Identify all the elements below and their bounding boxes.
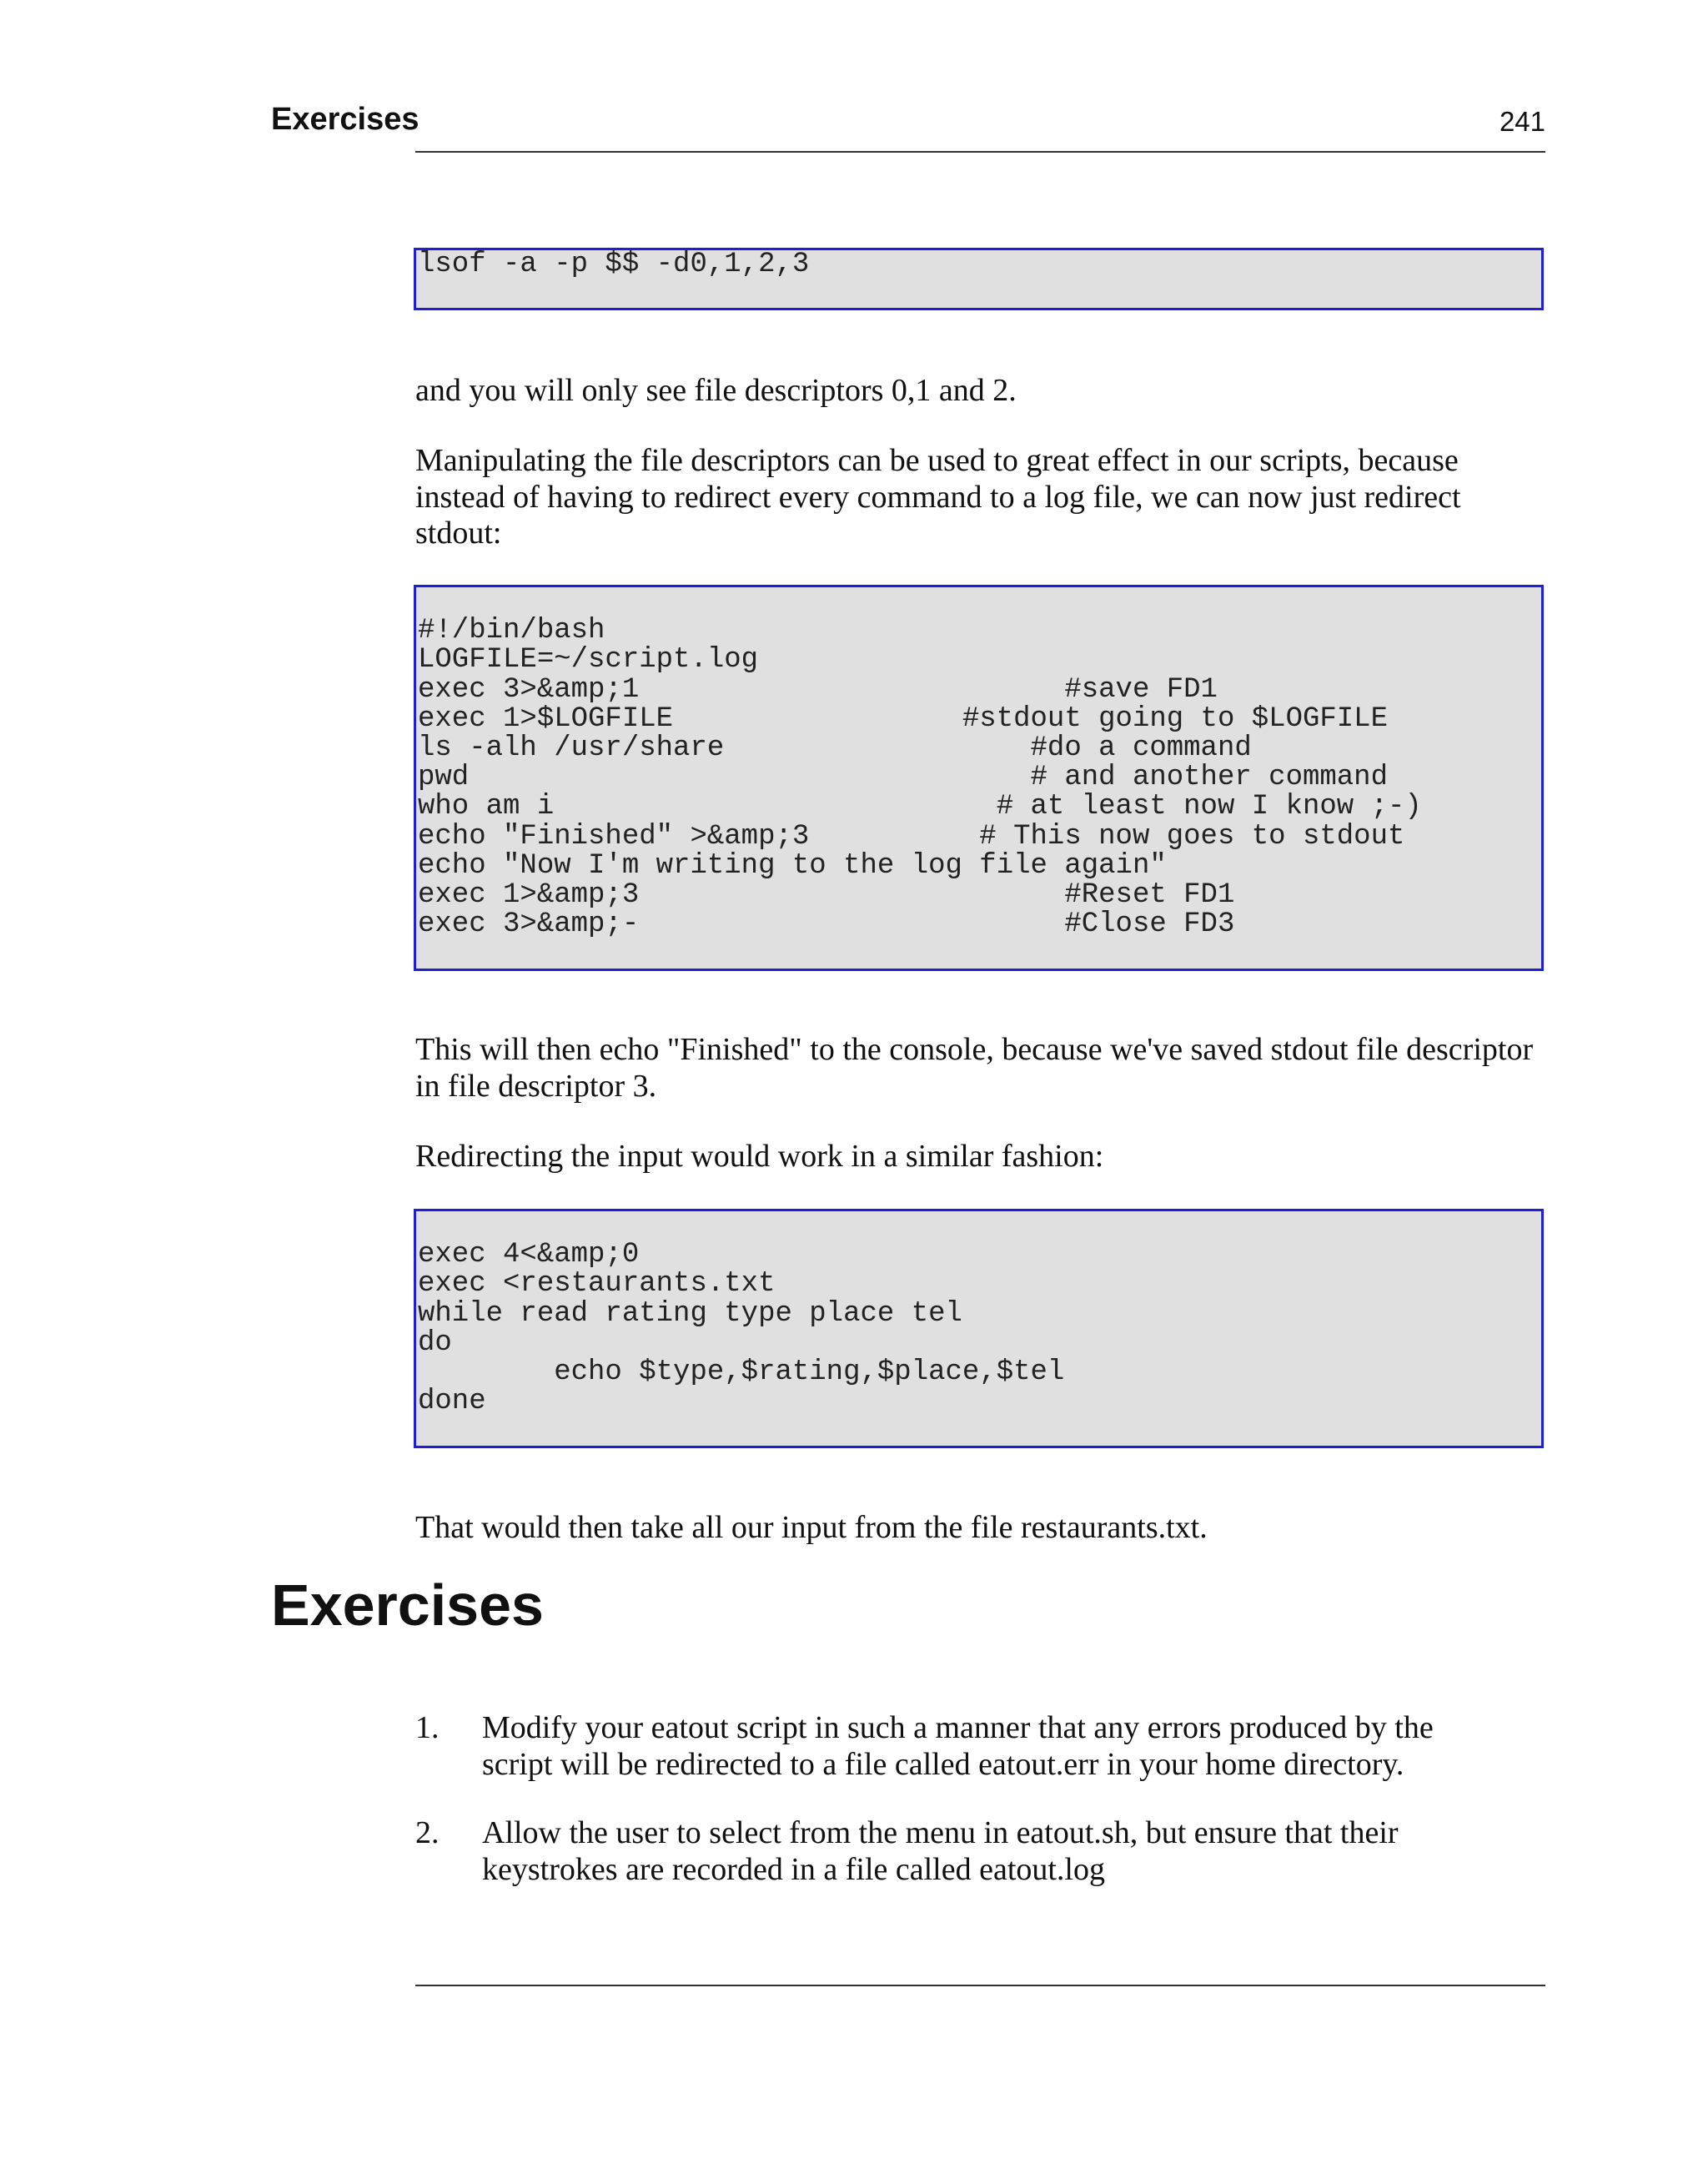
code-line: exec <restaurants.txt xyxy=(418,1268,776,1301)
code-line xyxy=(418,1211,1541,1240)
exercise-item xyxy=(415,1710,1550,1783)
code-line: do xyxy=(418,1326,452,1359)
code-line: echo $type,$rating,$place,$tel xyxy=(418,1356,1065,1388)
code-line: exec 3>&amp;- #Close FD3 xyxy=(418,908,1235,941)
header-rule xyxy=(415,151,1545,153)
exercise-number: 2. xyxy=(415,1815,440,1850)
code-line: while read rating type place tel xyxy=(418,1297,962,1330)
section-heading-exercises: Exercises xyxy=(271,1573,544,1638)
code-line: #!/bin/bash xyxy=(418,615,605,647)
paragraph-echo-finished: This will then echo "Finished" to the console, because we've saved stdout file descriptor in file descriptor 3. xyxy=(415,1032,1534,1104)
code-line: pwd # and another command xyxy=(418,762,1388,794)
paragraph-only-descriptors: and you will only see file descriptors 0,1 and 2. xyxy=(415,373,1017,408)
code-line: exec 1>&amp;3 #Reset FD1 xyxy=(418,878,1235,911)
code-line: exec 3>&amp;1 #save FD1 xyxy=(418,673,1218,706)
code-block-logfile-script xyxy=(414,585,1544,971)
paragraph-take-input: That would then take all our input from the file restaurants.txt. xyxy=(415,1510,1208,1545)
code-line: done xyxy=(418,1386,486,1418)
exercise-item xyxy=(415,1815,1550,1888)
code-block-lsof xyxy=(414,248,1544,310)
code-line: exec 1>$LOGFILE #stdout going to $LOGFILE xyxy=(418,702,1388,735)
code-line: LOGFILE=~/script.log xyxy=(418,644,759,677)
code-line: exec 4<&amp;0 xyxy=(418,1239,640,1271)
code-block-read-restaurants xyxy=(414,1209,1544,1448)
exercise-text: Modify your eatout script in such a manner that any errors produced by the script will be redirected to a file called eatout.err in your home directory. xyxy=(482,1710,1434,1782)
code-line: who am i # at least now I know ;-) xyxy=(418,791,1422,823)
footer-rule xyxy=(415,1985,1545,1986)
code-line: ls -alh /usr/share #do a command xyxy=(418,732,1252,764)
page-number: 241 xyxy=(1499,106,1545,137)
paragraph-redirect-input: Redirecting the input would work in a similar fashion: xyxy=(415,1139,1104,1174)
code-line: lsof -a -p $$ -d0,1,2,3 xyxy=(418,249,810,280)
exercise-text: Allow the user to select from the menu in eatout.sh, but ensure that their keystrokes are recorded in a file called eatout.log xyxy=(482,1815,1399,1887)
code-line: echo "Finished" >&amp;3 # This now goes to stdout xyxy=(418,820,1405,853)
code-line xyxy=(418,587,1541,616)
paragraph-manipulating-descriptors: Manipulating the file descriptors can be used to great effect in our scripts, because instead of having to redirect every command to a log file, we can now just redirect stdout: xyxy=(415,443,1461,551)
running-title: Exercises xyxy=(271,102,419,137)
exercise-number: 1. xyxy=(415,1710,440,1745)
code-line: echo "Now I'm writing to the log file again" xyxy=(418,849,1167,882)
